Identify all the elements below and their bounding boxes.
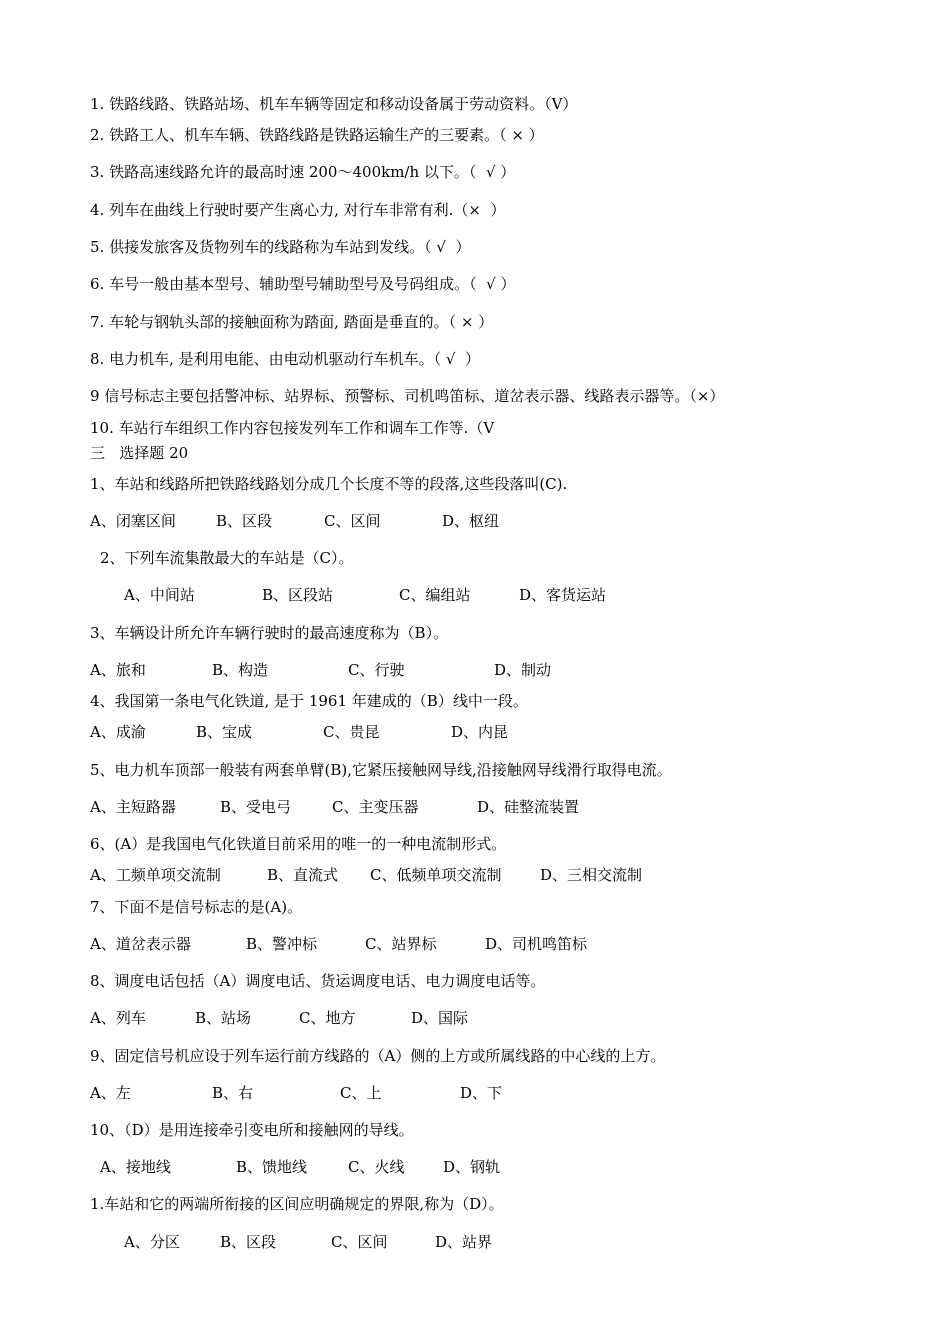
question-8: 8、调度电话包括（A）调度电话、货运调度电话、电力调度电话等。 <box>90 972 546 990</box>
question-4: 4、我国第一条电气化铁道, 是于 1961 年建成的（B）线中一段。 <box>90 692 528 710</box>
option-c: C、区间 <box>324 512 381 530</box>
option-b: B、宝成 <box>196 723 253 741</box>
option-c: C、火线 <box>348 1158 405 1176</box>
option-d: D、内昆 <box>451 723 509 741</box>
option-b: B、受电弓 <box>220 798 292 816</box>
option-c: C、地方 <box>299 1009 356 1027</box>
option-a: A、左 <box>90 1084 131 1102</box>
question-10: 10、（D）是用连接牵引变电所和接触网的导线。 <box>90 1121 414 1139</box>
option-d: D、下 <box>460 1084 503 1102</box>
option-a: A、旅和 <box>90 661 146 679</box>
tf-item-3: 3. 铁路高速线路允许的最高时速 200～400km/h 以下。（ √ ） <box>90 163 516 181</box>
option-d: D、站界 <box>435 1233 493 1251</box>
tf-item-6: 6. 车号一般由基本型号、辅助型号辅助型号及号码组成。（ √ ） <box>90 275 516 293</box>
option-c: C、主变压器 <box>332 798 419 816</box>
option-c: C、贵昆 <box>323 723 380 741</box>
question-6: 6、(A）是我国电气化铁道目前采用的唯一的一种电流制形式。 <box>90 835 507 853</box>
option-a: A、中间站 <box>124 586 195 604</box>
tf-item-1: 1. 铁路线路、铁路站场、机车车辆等固定和移动设备属于劳动资料。（V） <box>90 95 578 113</box>
option-b: B、右 <box>212 1084 254 1102</box>
option-a: A、列车 <box>90 1009 146 1027</box>
option-d: D、制动 <box>494 661 552 679</box>
question-3: 3、车辆设计所允许车辆行驶时的最高速度称为（B）。 <box>90 624 449 642</box>
option-d: D、客货运站 <box>519 586 607 604</box>
option-a: A、成渝 <box>90 723 146 741</box>
tf-item-8: 8. 电力机车, 是利用电能、由电动机驱动行车机车。（ √ ） <box>90 350 480 368</box>
option-a: A、分区 <box>124 1233 180 1251</box>
option-b: B、构造 <box>212 661 269 679</box>
tf-item-9: 9 信号标志主要包括警冲标、站界标、预警标、司机鸣笛标、道岔表示器、线路表示器等。（×） <box>90 387 725 405</box>
option-d: D、枢纽 <box>442 512 500 530</box>
option-a: A、接地线 <box>100 1158 171 1176</box>
option-c: C、编组站 <box>399 586 471 604</box>
question-2: 2、下列车流集散最大的车站是（C）。 <box>100 549 354 567</box>
option-b: B、区段 <box>220 1233 277 1251</box>
option-a: A、主短路器 <box>90 798 176 816</box>
section-title: 三 选择题 20 <box>90 444 189 462</box>
question-11: 1.车站和它的两端所衔接的区间应明确规定的界限,称为（D）。 <box>90 1195 504 1213</box>
option-a: A、道岔表示器 <box>90 935 191 953</box>
tf-item-2: 2. 铁路工人、机车车辆、铁路线路是铁路运输生产的三要素。（ × ） <box>90 126 544 144</box>
option-c: C、低频单项交流制 <box>370 866 502 884</box>
tf-item-4: 4. 列车在曲线上行驶时要产生离心力, 对行车非常有利.（× ） <box>90 201 506 219</box>
option-b: B、区段 <box>216 512 273 530</box>
option-a: A、闭塞区间 <box>90 512 176 530</box>
option-d: D、司机鸣笛标 <box>485 935 588 953</box>
option-b: B、站场 <box>195 1009 252 1027</box>
tf-item-7: 7. 车轮与钢轨头部的接触面称为踏面, 踏面是垂直的。（ × ） <box>90 313 494 331</box>
option-b: B、区段站 <box>262 586 334 604</box>
option-d: D、三相交流制 <box>540 866 643 884</box>
option-d: D、钢轨 <box>443 1158 501 1176</box>
question-9: 9、固定信号机应设于列车运行前方线路的（A）侧的上方或所属线路的中心线的上方。 <box>90 1047 666 1065</box>
option-b: B、直流式 <box>267 866 339 884</box>
question-5: 5、电力机车顶部一般装有两套单臂(B),它紧压接触网导线,沿接触网导线滑行取得电流。 <box>90 761 672 779</box>
option-c: C、站界标 <box>365 935 437 953</box>
option-b: B、馈地线 <box>236 1158 308 1176</box>
option-d: D、硅整流装置 <box>477 798 580 816</box>
tf-item-5: 5. 供接发旅客及货物列车的线路称为车站到发线。（ √ ） <box>90 238 471 256</box>
option-a: A、工频单项交流制 <box>90 866 221 884</box>
option-b: B、警冲标 <box>246 935 318 953</box>
option-c: C、行驶 <box>348 661 405 679</box>
option-d: D、国际 <box>411 1009 469 1027</box>
question-1: 1、车站和线路所把铁路线路划分成几个长度不等的段落,这些段落叫(C). <box>90 475 568 493</box>
question-7: 7、下面不是信号标志的是(A)。 <box>90 898 303 916</box>
tf-item-10: 10. 车站行车组织工作内容包接发列车工作和调车工作等.（V <box>90 419 495 437</box>
option-c: C、区间 <box>331 1233 388 1251</box>
option-c: C、上 <box>340 1084 382 1102</box>
